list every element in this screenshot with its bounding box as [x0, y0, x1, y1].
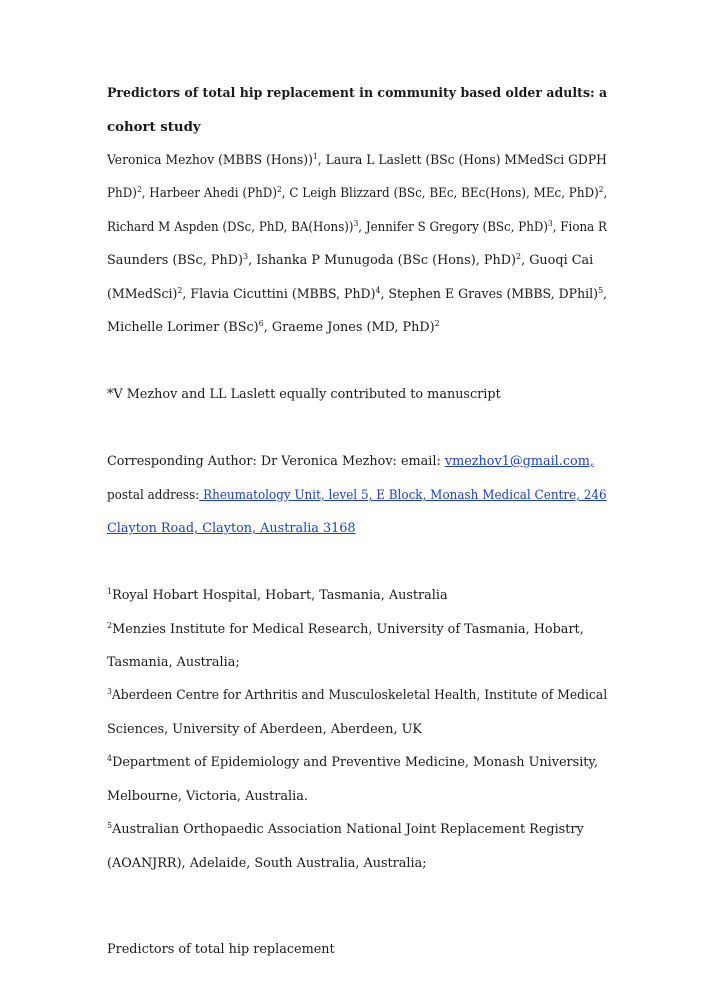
affiliation-5-line-2: (AOANJRR), Adelaide, South Australia, Australia; [107, 856, 427, 871]
email-link[interactable]: vmezhov1@gmail.com, [444, 454, 594, 469]
author-line-3: Richard M Aspden (DSc, PhD, BA(Hons))$^3$, Jennifer S Gregory (BSc, PhD)$^3$, Fiona R [107, 219, 607, 235]
affiliation-3: $^3$Aberdeen Centre for Arthritis and Musculoskeletal Health, Institute of Medical [107, 687, 608, 703]
affiliation-2: $^2$Menzies Institute for Medical Research, University of Tasmania, Hobart, [107, 621, 584, 637]
author-line-6: Michelle Lorimer (BSc)$^6$, Graeme Jones (MD, PhD)$^2$ [107, 319, 440, 335]
running-title: Predictors of total hip replacement [107, 942, 335, 957]
postal-address-line-2 [107, 521, 356, 537]
affiliation-4-line-2: Melbourne, Victoria, Australia. [107, 789, 308, 804]
affiliation-1: $^1$Royal Hobart Hospital, Hobart, Tasmania, Australia [107, 587, 448, 603]
author-line-2: PhD)$^2$, Harbeer Ahedi (PhD)$^2$, C Leigh Blizzard (BSc, BEc, BEc(Hons), MEc, PhD)$^2$, [107, 185, 608, 201]
corresponding-author: Corresponding Author: Dr Veronica Mezhov: email: vmezhov1@gmail.com, [107, 454, 594, 469]
contribution-note: *V Mezhov and LL Laslett equally contributed to manuscript [107, 387, 501, 402]
address-link-continued[interactable]: Clayton Road, Clayton, Australia 3168 [107, 521, 356, 536]
paper-title-line-1: Predictors of total hip replacement in community based older adults: a [107, 86, 608, 101]
paper-title-line-2: cohort study [107, 120, 201, 135]
author-line-1: Veronica Mezhov (MBBS (Hons))$^1$, Laura L Laslett (BSc (Hons) MMedSci GDPH [107, 152, 607, 168]
affiliation-2-line-2: Tasmania, Australia; [107, 655, 240, 670]
affiliation-3-line-2: Sciences, University of Aberdeen, Aberdeen, UK [107, 722, 422, 737]
author-line-4: Saunders (BSc, PhD)$^3$, Ishanka P Munugoda (BSc (Hons), PhD)$^2$, Guoqi Cai [107, 252, 594, 268]
address-link[interactable]: Rheumatology Unit, level 5, E Block, Monash Medical Centre, 246 [199, 488, 607, 503]
postal-address: postal address: Rheumatology Unit, level 5, E Block, Monash Medical Centre, 246 [107, 488, 607, 503]
author-line-5: (MMedSci)$^2$, Flavia Cicuttini (MBBS, PhD)$^4$, Stephen E Graves (MBBS, DPhil)$^5$, [107, 286, 608, 302]
affiliation-5: $^5$Australian Orthopaedic Association National Joint Replacement Registry [107, 821, 584, 837]
affiliation-4: $^4$Department of Epidemiology and Preventive Medicine, Monash University, [107, 754, 599, 770]
